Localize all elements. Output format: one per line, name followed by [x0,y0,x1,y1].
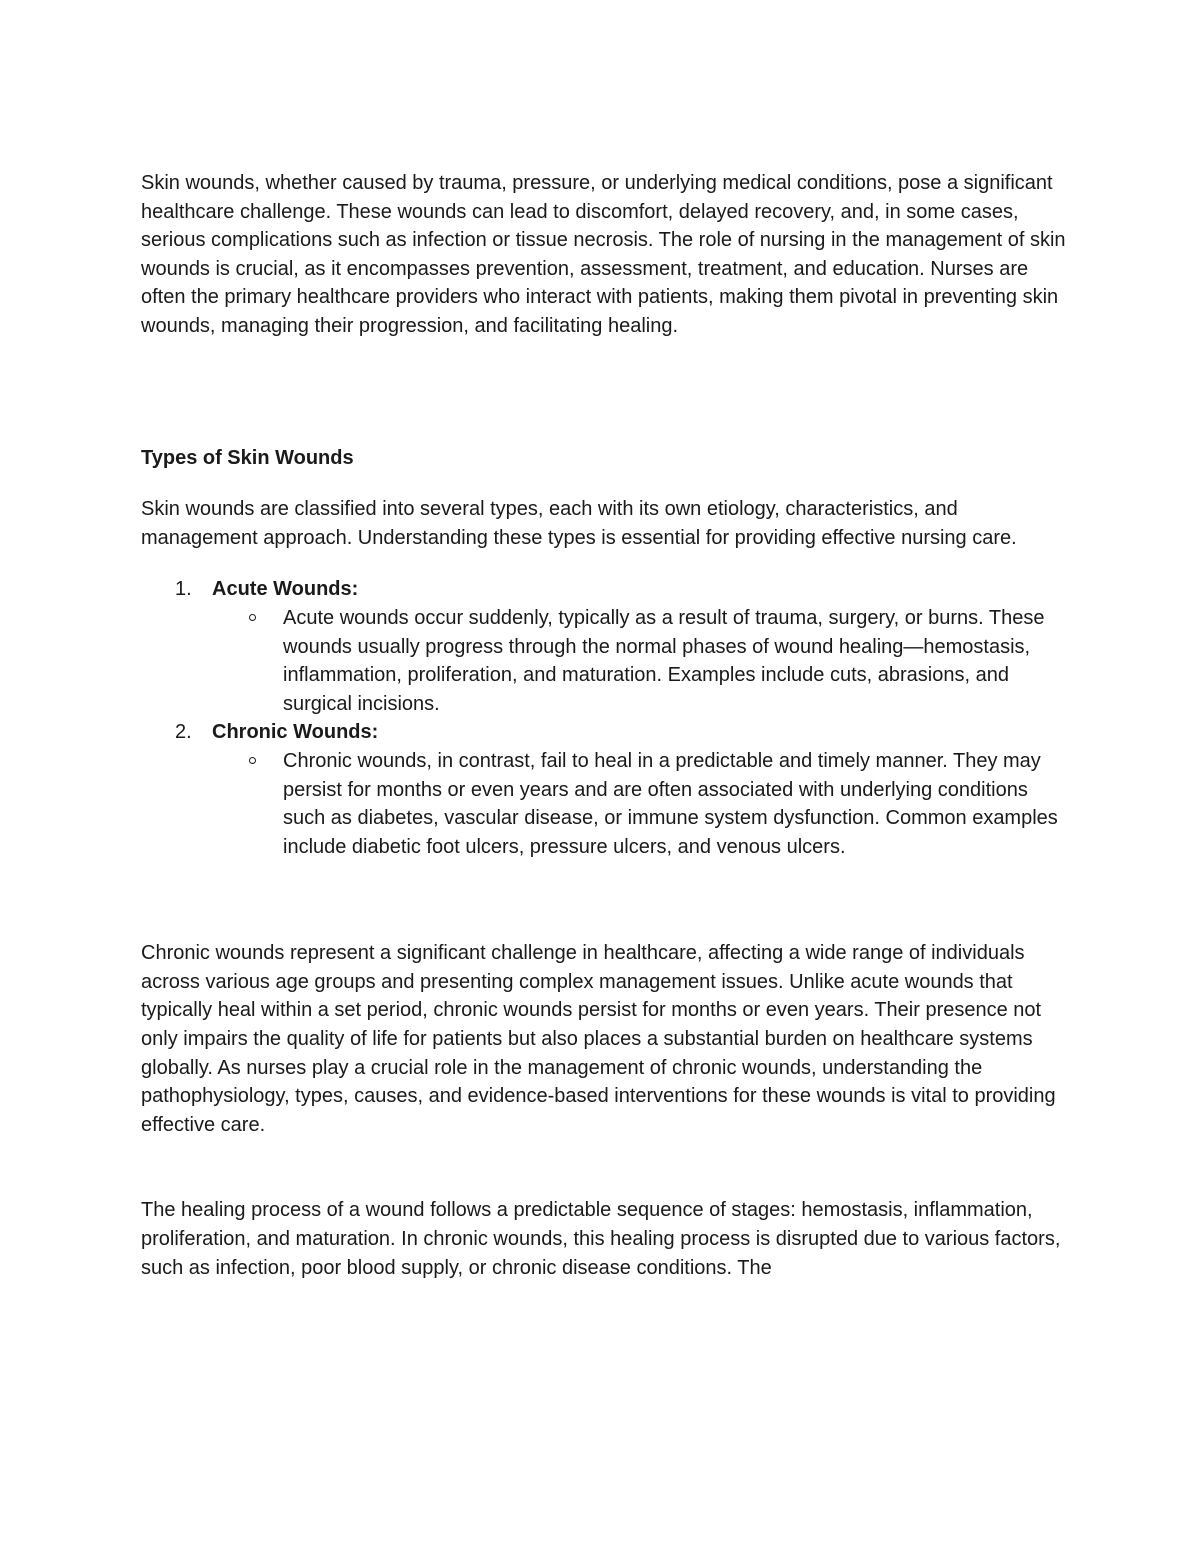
types-heading: Types of Skin Wounds [141,446,354,469]
sub-list [212,747,1066,861]
list-item-title: Chronic Wounds: [212,721,379,744]
list-item-chronic-wounds [141,718,1066,861]
types-intro-paragraph: Skin wounds are classified into several types, each with its own etiology, characteristics, and management approach. Understanding these types is essential for providing effective nursing care. [141,498,1017,549]
list-item-description: Chronic wounds, in contrast, fail to heal in a predictable and timely manner. They may persist for months or even years and are often associated with underlying conditions such as diabetes, vascular disease, or immune system dysfunction. Common examples include diabetic foot ulcers, pressure ulcers, and venous ulcers. [283,749,1058,858]
chronic-wounds-paragraph: Chronic wounds represent a significant challenge in healthcare, affecting a wide range of individuals across various age groups and presenting complex management issues. Unlike acute wounds that typically heal within a set period, chronic wounds persist for months or even years. Their presence not only impairs the quality of life for patients but also places a substantial burden on healthcare systems globally. As nurses play a crucial role in the management of chronic wounds, understanding the pathophysiology, types, causes, and evidence-based interventions for these wounds is vital to providing effective care. [141,942,1056,1136]
list-item-title: Acute Wounds: [212,578,359,601]
list-item-acute-wounds [141,575,1066,718]
sub-list [212,604,1066,718]
list-item-description: Acute wounds occur suddenly, typically as a result of trauma, surgery, or burns. These wounds usually progress through the normal phases of wound healing—hemostasis, inflammation, proliferation, and maturation. Examples include cuts, abrasions, and surgical incisions. [283,606,1045,715]
intro-paragraph: Skin wounds, whether caused by trauma, pressure, or underlying medical conditions, pose a significant healthcare challenge. These wounds can lead to discomfort, delayed recovery, and, in some cases, serious complications such as infection or tissue necrosis. The role of nursing in the management of skin wounds is crucial, as it encompasses prevention, assessment, treatment, and education. Nurses are often the primary healthcare providers who interact with patients, making them pivotal in preventing skin wounds, managing their progression, and facilitating healing. [141,172,1066,337]
list-number: 2. [175,721,192,744]
sub-list-item [212,604,1066,718]
document-page [141,169,1066,1282]
sub-list-item [212,747,1066,861]
healing-process-paragraph: The healing process of a wound follows a predictable sequence of stages: hemostasis, inflammation, proliferation, and maturation. In chronic wounds, this healing process is disrupted due to various factors, such as infection, poor blood supply, or chronic disease conditions. The [141,1199,1061,1279]
hollow-circle-bullet-icon [249,757,256,764]
wound-types-list [141,575,1066,861]
list-number: 1. [175,578,192,601]
hollow-circle-bullet-icon [249,614,256,621]
